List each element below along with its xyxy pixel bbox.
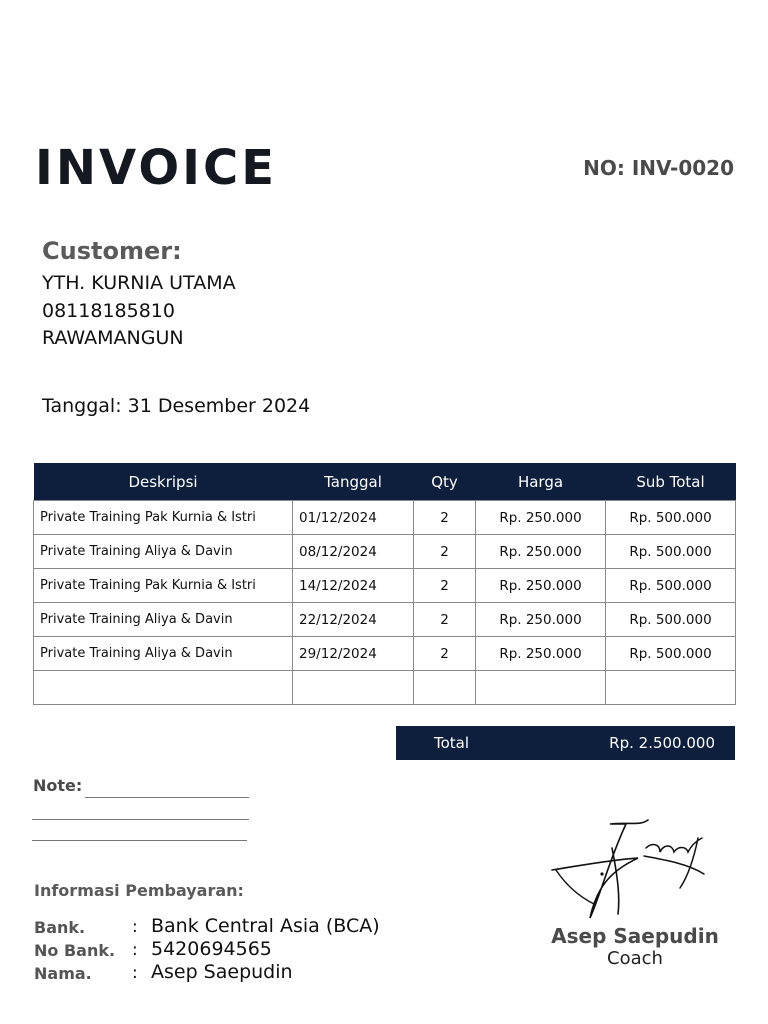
signature-image (548, 818, 708, 928)
payment-colon: : (132, 963, 138, 983)
note-line (85, 797, 249, 798)
table-row (34, 637, 736, 671)
cell-subtotal: Rp. 500.000 (606, 603, 736, 637)
cell-price: Rp. 250.000 (476, 501, 606, 535)
payment-heading: Informasi Pembayaran: (34, 881, 244, 900)
cell-date: 29/12/2024 (293, 637, 414, 671)
cell-price: Rp. 250.000 (476, 637, 606, 671)
cell-price: Rp. 250.000 (476, 535, 606, 569)
cell-qty: 2 (414, 569, 476, 603)
note-line (32, 840, 247, 841)
invoice-title: INVOICE (35, 140, 278, 196)
table-row (34, 569, 736, 603)
cell-date: 22/12/2024 (293, 603, 414, 637)
customer-name: YTH. KURNIA UTAMA (42, 272, 236, 294)
cell-date: 01/12/2024 (293, 501, 414, 535)
signer-role: Coach (607, 948, 663, 969)
cell-subtotal: Rp. 500.000 (606, 535, 736, 569)
payment-key: Bank. (34, 918, 86, 937)
cell-description: Private Training Aliya & Davin (34, 535, 293, 569)
cell-price: Rp. 250.000 (476, 569, 606, 603)
note-line (32, 819, 249, 820)
table-row-empty (34, 671, 736, 705)
total-bar (396, 726, 735, 760)
cell-date: 08/12/2024 (293, 535, 414, 569)
cell-qty (414, 671, 476, 705)
table-row (34, 501, 736, 535)
payment-colon: : (132, 940, 138, 960)
cell-qty: 2 (414, 637, 476, 671)
cell-subtotal (606, 671, 736, 705)
column-header-qty: Qty (414, 463, 476, 501)
column-header-subtotal: Sub Total (606, 463, 736, 501)
payment-colon: : (132, 917, 138, 937)
payment-row-account (34, 938, 454, 962)
customer-phone: 08118185810 (42, 300, 175, 322)
cell-description: Private Training Pak Kurnia & Istri (34, 569, 293, 603)
payment-value: Asep Saepudin (151, 961, 293, 983)
cell-subtotal: Rp. 500.000 (606, 569, 736, 603)
column-header-description: Deskripsi (34, 463, 293, 501)
column-header-price: Harga (476, 463, 606, 501)
cell-description: Private Training Aliya & Davin (34, 637, 293, 671)
cell-qty: 2 (414, 603, 476, 637)
cell-price: Rp. 250.000 (476, 603, 606, 637)
customer-address: RAWAMANGUN (42, 327, 184, 349)
payment-value: Bank Central Asia (BCA) (151, 915, 380, 937)
invoice-number: NO: INV-0020 (583, 156, 734, 180)
cell-subtotal: Rp. 500.000 (606, 637, 736, 671)
cell-qty: 2 (414, 501, 476, 535)
customer-heading: Customer: (42, 237, 182, 265)
cell-subtotal: Rp. 500.000 (606, 501, 736, 535)
cell-description (34, 671, 293, 705)
cell-date: 14/12/2024 (293, 569, 414, 603)
cell-price (476, 671, 606, 705)
signer-name: Asep Saepudin (551, 924, 719, 948)
payment-row-name (34, 961, 454, 985)
cell-description: Private Training Aliya & Davin (34, 603, 293, 637)
note-label: Note: (33, 776, 83, 795)
cell-description: Private Training Pak Kurnia & Istri (34, 501, 293, 535)
cell-date (293, 671, 414, 705)
items-table (33, 463, 736, 705)
payment-value: 5420694565 (151, 938, 272, 960)
payment-row-bank (34, 915, 454, 939)
table-row (34, 603, 736, 637)
payment-key: No Bank. (34, 941, 116, 960)
payment-key: Nama. (34, 964, 92, 983)
total-label: Total (434, 734, 470, 752)
column-header-date: Tanggal (293, 463, 414, 501)
total-value: Rp. 2.500.000 (609, 734, 715, 752)
cell-qty: 2 (414, 535, 476, 569)
invoice-date: Tanggal: 31 Desember 2024 (42, 395, 311, 417)
table-header-row (34, 463, 736, 501)
table-row (34, 535, 736, 569)
